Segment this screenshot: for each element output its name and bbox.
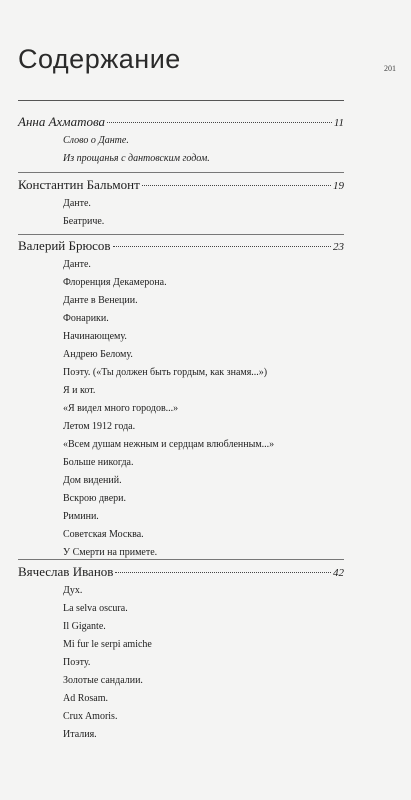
author-name: Анна Ахматова xyxy=(18,114,106,129)
poem-title[interactable]: Фонарики. xyxy=(63,313,109,324)
poem-title[interactable]: Данте. xyxy=(63,259,91,270)
dot-leader xyxy=(113,246,331,247)
toc-section-bryusov xyxy=(18,238,344,562)
dot-leader xyxy=(142,185,331,186)
dot-leader xyxy=(115,572,331,573)
section-divider xyxy=(18,172,344,173)
page-number: 201 xyxy=(384,64,396,73)
author-name: Вячеслав Иванов xyxy=(18,564,114,579)
poem-title[interactable]: Дух. xyxy=(63,585,83,596)
poem-title[interactable]: Италия. xyxy=(63,729,97,740)
poem-title[interactable]: Поэту. xyxy=(63,657,91,668)
poem-title[interactable]: Золотые сандалии. xyxy=(63,675,143,686)
toc-section-balmont xyxy=(18,177,344,231)
poem-title[interactable]: Данте. xyxy=(63,198,91,209)
poem-title[interactable]: Вскрою двери. xyxy=(63,493,126,504)
toc-author-row[interactable] xyxy=(18,177,344,194)
poem-title[interactable]: La selva oscura. xyxy=(63,603,128,614)
author-page-number: 11 xyxy=(333,117,344,129)
section-divider xyxy=(18,234,344,235)
poem-title[interactable]: Из прощанья с дантовским годом. xyxy=(63,153,210,164)
poem-title[interactable]: Данте в Венеции. xyxy=(63,295,138,306)
poem-title[interactable]: Дом видений. xyxy=(63,475,122,486)
dot-leader xyxy=(107,122,332,123)
toc-section-ivanov xyxy=(18,564,344,744)
poem-title[interactable]: «Всем душам нежным и сердцам влюбленным...» xyxy=(63,439,275,450)
poem-title[interactable]: Советская Москва. xyxy=(63,529,144,540)
poem-title[interactable]: Больше никогда. xyxy=(63,457,134,468)
poem-title[interactable]: Римини. xyxy=(63,511,99,522)
toc-section-akhmatova xyxy=(18,114,344,168)
poem-title[interactable]: Летом 1912 года. xyxy=(63,421,136,432)
author-page-number: 19 xyxy=(333,180,344,192)
poem-title[interactable]: Я и кот. xyxy=(63,385,96,396)
poem-title[interactable]: Il Gigante. xyxy=(63,621,106,632)
poem-title[interactable]: Андрею Белому. xyxy=(63,349,133,360)
poem-title[interactable]: Crux Amoris. xyxy=(63,711,118,722)
author-name: Валерий Брюсов xyxy=(18,238,111,253)
poem-title[interactable]: У Смерти на примете. xyxy=(63,547,158,558)
toc-author-row[interactable] xyxy=(18,564,344,581)
poem-title[interactable]: Mi fur le serpi amiche xyxy=(63,639,152,650)
author-page-number: 23 xyxy=(333,241,344,253)
author-page-number: 42 xyxy=(333,567,344,579)
poem-title[interactable]: Слово о Данте. xyxy=(63,135,129,146)
page-title: Содержание xyxy=(18,44,181,74)
toc-author-row[interactable] xyxy=(18,238,344,255)
poem-title[interactable]: Поэту. («Ты должен быть гордым, как знамя...») xyxy=(63,367,268,378)
toc-author-row[interactable] xyxy=(18,114,344,131)
poem-title[interactable]: Ad Rosam. xyxy=(63,693,108,704)
poem-title[interactable]: Начинающему. xyxy=(63,331,127,342)
poem-title[interactable]: «Я видел много городов...» xyxy=(63,403,179,414)
poem-title[interactable]: Беатриче. xyxy=(63,216,105,227)
poem-title[interactable]: Флоренция Декамерона. xyxy=(63,277,167,288)
title-divider xyxy=(18,100,344,101)
section-divider xyxy=(18,559,344,560)
author-name: Константин Бальмонт xyxy=(18,177,140,192)
